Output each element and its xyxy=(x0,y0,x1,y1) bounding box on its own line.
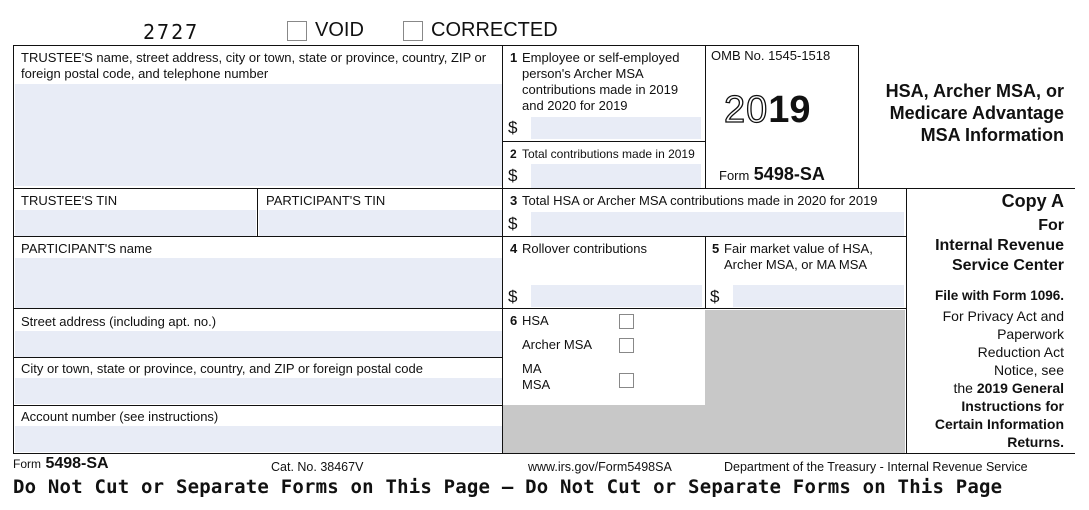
notice-line3: Reduction Act xyxy=(977,344,1064,360)
street-label: Street address (including apt. no.) xyxy=(21,314,217,329)
box1-label: Employee or self-employed person's Archer MSA contributions made in 2019 and 2020 for 2019 xyxy=(522,50,680,113)
footer-website[interactable]: www.irs.gov/Form5498SA xyxy=(528,460,672,474)
participant-tin-field[interactable] xyxy=(259,210,502,236)
trustee-name-field[interactable] xyxy=(15,84,502,186)
void-checkbox[interactable] xyxy=(287,21,307,41)
notice-line2: Paperwork xyxy=(997,326,1064,342)
participant-name-field[interactable] xyxy=(15,258,502,308)
copy-irs2: Service Center xyxy=(951,257,1064,274)
privacy-notice xyxy=(908,307,1064,451)
rule-middle xyxy=(502,45,503,453)
title-line3: MSA Information xyxy=(920,125,1064,145)
box3-number: 3 xyxy=(510,193,518,208)
trustee-tin-label: TRUSTEE'S TIN xyxy=(21,193,118,208)
box4-number: 4 xyxy=(510,241,518,256)
notice-line5-prefix: the xyxy=(953,380,973,396)
rule-top xyxy=(13,45,858,46)
rule-left xyxy=(13,45,14,453)
trustee-name-label: TRUSTEE'S name, street address, city or town, state or province, country, ZIP or foreign postal code, and telephone number xyxy=(21,50,487,81)
rule-tin-split xyxy=(257,188,258,236)
box5-label: Fair market value of HSA, Archer MSA, or MA MSA xyxy=(724,241,873,272)
corrected-checkbox[interactable] xyxy=(403,21,423,41)
do-not-cut-warning: Do Not Cut or Separate Forms on This Page — Do Not Cut or Separate Forms on This Page xyxy=(13,476,1003,498)
account-field[interactable] xyxy=(15,426,502,452)
box5-amount-field[interactable] xyxy=(733,285,904,307)
footer-form-number: 5498-SA xyxy=(45,455,109,472)
file-with-1096: File with Form 1096. xyxy=(934,288,1064,303)
footer-form-id xyxy=(13,455,109,473)
title-line1: HSA, Archer MSA, or xyxy=(885,81,1064,101)
copy-a-heading: Copy A xyxy=(1001,191,1064,211)
box4-dollar: $ xyxy=(508,287,518,306)
rule-row1 xyxy=(13,188,1075,189)
tax-year-bold: 19 xyxy=(768,89,811,131)
rule-box4-box5 xyxy=(705,236,706,308)
box5-dollar: $ xyxy=(710,287,720,306)
omb-form-number: 5498-SA xyxy=(753,164,825,184)
omb-number: OMB No. 1545-1518 xyxy=(711,48,831,63)
box6-archer-label: Archer MSA xyxy=(522,337,593,352)
omb-form-id xyxy=(719,164,825,185)
box6-number: 6 xyxy=(510,313,518,328)
box1-number: 1 xyxy=(510,50,518,65)
box6-ma-label xyxy=(522,361,550,393)
box3-label: Total HSA or Archer MSA contributions made in 2020 for 2019 xyxy=(522,193,878,208)
rule-row3 xyxy=(13,308,906,309)
notice-line1: For Privacy Act and xyxy=(942,308,1064,324)
box3-dollar: $ xyxy=(508,214,518,233)
box6-hsa-label: HSA xyxy=(522,313,549,328)
box6-hsa-checkbox[interactable] xyxy=(619,314,634,329)
box1-dollar: $ xyxy=(508,118,518,137)
box3-amount-field[interactable] xyxy=(531,212,904,236)
rule-row5 xyxy=(13,405,503,406)
box4-label: Rollover contributions xyxy=(522,241,648,256)
participant-tin-label: PARTICIPANT'S TIN xyxy=(266,193,386,208)
notice-line8: Returns. xyxy=(1007,434,1064,450)
rule-row4 xyxy=(13,357,503,358)
footer-department: Department of the Treasury - Internal Revenue Service xyxy=(724,460,1028,474)
box2-number: 2 xyxy=(510,147,517,161)
notice-line6: Instructions for xyxy=(961,398,1064,414)
copy-irs1: Internal Revenue xyxy=(935,237,1064,254)
title-line2: Medicare Advantage xyxy=(889,103,1064,123)
box6-archer-checkbox[interactable] xyxy=(619,338,634,353)
form-title xyxy=(858,80,1064,146)
box2-label: Total contributions made in 2019 xyxy=(522,147,695,161)
city-field[interactable] xyxy=(15,378,502,404)
account-label: Account number (see instructions) xyxy=(21,409,219,424)
box5-number: 5 xyxy=(712,241,720,256)
void-label: VOID xyxy=(315,19,364,41)
notice-line4: Notice, see xyxy=(993,362,1064,378)
street-field[interactable] xyxy=(15,331,502,357)
tax-year-outline: 20 xyxy=(724,89,769,131)
shaded-area-right xyxy=(705,310,905,405)
form-code: 2727 xyxy=(143,20,200,44)
tax-year xyxy=(724,90,811,130)
corrected-label: CORRECTED xyxy=(431,19,558,41)
notice-line5-bold: 2019 General xyxy=(976,380,1064,396)
notice-line5 xyxy=(908,379,1064,397)
box6-ma-line1: MA xyxy=(522,361,542,376)
shaded-area-bottom xyxy=(503,405,905,453)
trustee-tin-field[interactable] xyxy=(15,210,256,236)
participant-name-label: PARTICIPANT'S name xyxy=(21,241,153,256)
box4-amount-field[interactable] xyxy=(531,285,702,307)
box1-amount-field[interactable] xyxy=(531,117,701,139)
box6-ma-checkbox[interactable] xyxy=(619,373,634,388)
omb-form-prefix: Form xyxy=(719,168,750,183)
rule-omb-left xyxy=(705,45,706,188)
copy-for-block xyxy=(908,216,1064,276)
notice-line7: Certain Information xyxy=(934,416,1064,432)
city-label: City or town, state or province, country, and ZIP or foreign postal code xyxy=(21,361,423,376)
rule-row2 xyxy=(13,236,906,237)
rule-bottom xyxy=(13,453,1075,454)
copy-for: For xyxy=(1038,217,1064,234)
box2-dollar: $ xyxy=(508,166,518,185)
footer-form-prefix: Form xyxy=(13,457,41,471)
rule-copy-left xyxy=(906,188,907,453)
box2-amount-field[interactable] xyxy=(531,164,701,188)
box6-ma-line2: MSA xyxy=(522,377,551,392)
rule-box1-box2 xyxy=(503,141,705,142)
footer-cat-no: Cat. No. 38467V xyxy=(271,460,364,474)
